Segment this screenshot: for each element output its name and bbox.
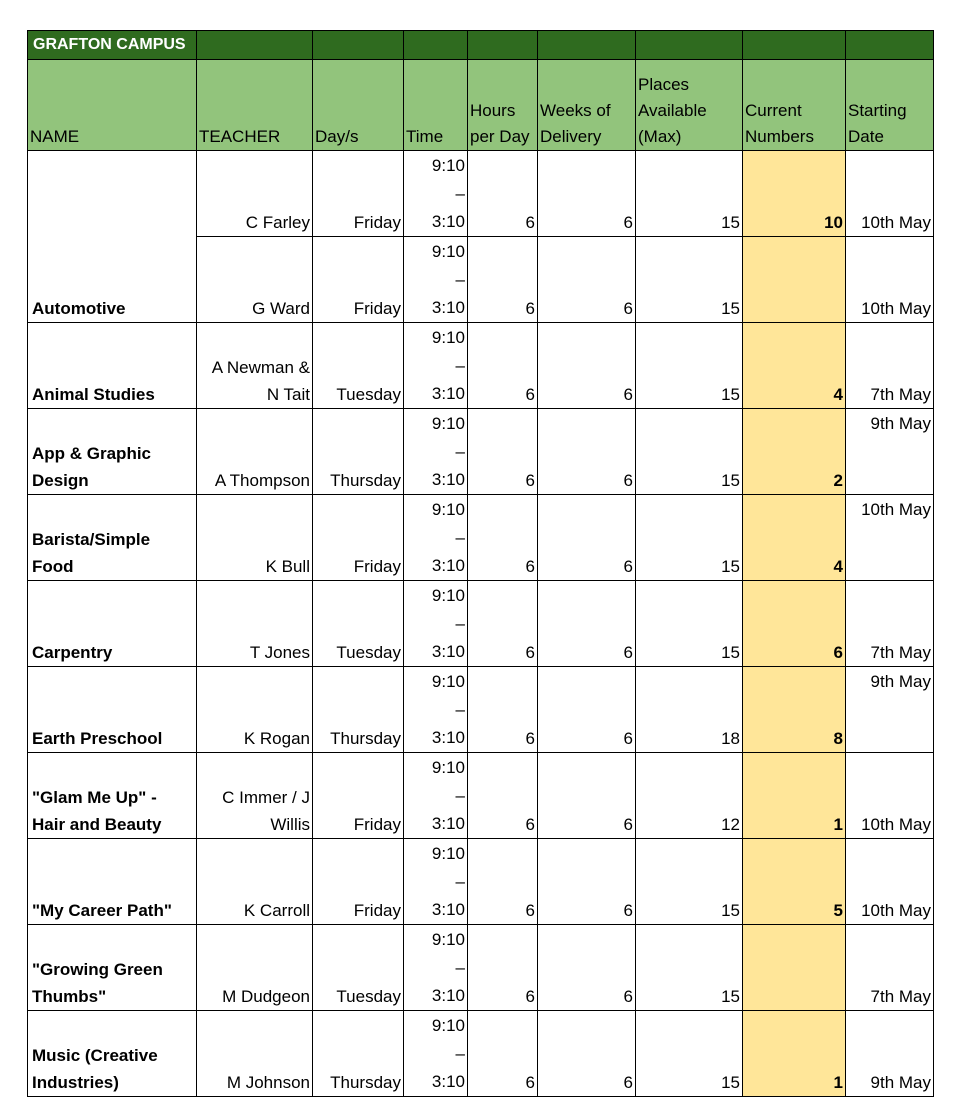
time-start: 9:10 [431,500,465,519]
day-cell: Thursday [313,1011,404,1097]
current-numbers-cell [743,237,846,323]
course-name: Barista/Simple Food [28,495,197,581]
header-weeks: Weeks of Delivery [538,60,636,151]
places-cell: 15 [636,839,743,925]
teacher-cell: C Immer / J Willis [197,753,313,839]
time-cell [404,667,468,753]
day-cell: Tuesday [313,323,404,409]
teacher-cell: M Dudgeon [197,925,313,1011]
places-cell: 15 [636,409,743,495]
weeks-cell: 6 [538,495,636,581]
time-cell [404,925,468,1011]
time-sep: – [455,1044,465,1063]
table-row [28,839,934,925]
course-name: Earth Preschool [28,667,197,753]
time-sep: – [455,872,465,891]
places-cell: 15 [636,1011,743,1097]
hours-cell: 6 [468,151,538,237]
teacher-cell: G Ward [197,237,313,323]
current-numbers-cell: 6 [743,581,846,667]
start-date-cell: 7th May [846,323,934,409]
time-cell [404,409,468,495]
start-date-cell: 10th May [846,151,934,237]
teacher-cell: A Newman & N Tait [197,323,313,409]
header-row [28,60,934,151]
table-row [28,925,934,1011]
time-end: 3:10 [431,298,465,317]
time-cell [404,495,468,581]
places-cell: 15 [636,151,743,237]
hours-cell: 6 [468,1011,538,1097]
table-row [28,667,934,753]
time-sep: – [455,528,465,547]
places-cell: 15 [636,237,743,323]
hours-cell: 6 [468,839,538,925]
hours-cell: 6 [468,925,538,1011]
day-cell: Friday [313,237,404,323]
time-end: 3:10 [431,1072,465,1091]
hours-cell: 6 [468,409,538,495]
day-cell: Friday [313,839,404,925]
time-cell [404,237,468,323]
time-start: 9:10 [431,930,465,949]
time-sep: – [455,356,465,375]
teacher-cell: A Thompson [197,409,313,495]
time-end: 3:10 [431,556,465,575]
course-name: "My Career Path" [28,839,197,925]
day-cell: Thursday [313,667,404,753]
time-sep: – [455,786,465,805]
time-cell [404,151,468,237]
time-start: 9:10 [431,758,465,777]
hours-cell: 6 [468,581,538,667]
places-cell: 15 [636,495,743,581]
hours-cell: 6 [468,753,538,839]
start-date-cell: 9th May [846,667,934,753]
current-numbers-cell: 2 [743,409,846,495]
table-row [28,323,934,409]
day-cell: Thursday [313,409,404,495]
course-name: Carpentry [28,581,197,667]
time-end: 3:10 [431,212,465,231]
places-cell: 15 [636,581,743,667]
teacher-cell: C Farley [197,151,313,237]
day-cell: Friday [313,753,404,839]
current-numbers-cell: 8 [743,667,846,753]
time-end: 3:10 [431,900,465,919]
course-name: Automotive [28,151,197,323]
table-row [28,753,934,839]
teacher-cell: M Johnson [197,1011,313,1097]
current-numbers-cell: 1 [743,1011,846,1097]
teacher-cell: K Rogan [197,667,313,753]
weeks-cell: 6 [538,581,636,667]
start-date-cell: 10th May [846,753,934,839]
time-cell [404,581,468,667]
header-name: NAME [28,60,197,151]
course-name: Animal Studies [28,323,197,409]
header-current: Current Numbers [743,60,846,151]
time-cell [404,753,468,839]
time-end: 3:10 [431,384,465,403]
time-end: 3:10 [431,642,465,661]
weeks-cell: 6 [538,237,636,323]
time-sep: – [455,442,465,461]
day-cell: Tuesday [313,925,404,1011]
time-end: 3:10 [431,986,465,1005]
time-sep: – [455,614,465,633]
time-start: 9:10 [431,414,465,433]
day-cell: Friday [313,151,404,237]
time-sep: – [455,184,465,203]
start-date-cell: 9th May [846,409,934,495]
teacher-cell: T Jones [197,581,313,667]
time-cell [404,839,468,925]
current-numbers-cell: 4 [743,495,846,581]
weeks-cell: 6 [538,925,636,1011]
weeks-cell: 6 [538,1011,636,1097]
day-cell: Tuesday [313,581,404,667]
time-sep: – [455,958,465,977]
time-start: 9:10 [431,328,465,347]
header-start: Starting Date [846,60,934,151]
time-start: 9:10 [431,672,465,691]
time-start: 9:10 [431,844,465,863]
time-sep: – [455,700,465,719]
time-start: 9:10 [431,586,465,605]
weeks-cell: 6 [538,839,636,925]
header-places: Places Available (Max) [636,60,743,151]
table-row [28,151,934,237]
course-name: "Growing Green Thumbs" [28,925,197,1011]
start-date-cell: 10th May [846,839,934,925]
teacher-cell: K Carroll [197,839,313,925]
hours-cell: 6 [468,237,538,323]
weeks-cell: 6 [538,667,636,753]
course-name: App & Graphic Design [28,409,197,495]
table-row [28,409,934,495]
table-row [28,581,934,667]
weeks-cell: 6 [538,323,636,409]
time-end: 3:10 [431,728,465,747]
course-name: Music (Creative Industries) [28,1011,197,1097]
places-cell: 15 [636,925,743,1011]
current-numbers-cell: 5 [743,839,846,925]
campus-title: GRAFTON CAMPUS [28,31,197,60]
start-date-cell: 10th May [846,495,934,581]
time-start: 9:10 [431,156,465,175]
time-cell [404,323,468,409]
places-cell: 12 [636,753,743,839]
places-cell: 15 [636,323,743,409]
header-time: Time [404,60,468,151]
weeks-cell: 6 [538,151,636,237]
start-date-cell: 7th May [846,581,934,667]
course-table [27,30,934,1097]
header-teacher: TEACHER [197,60,313,151]
start-date-cell: 7th May [846,925,934,1011]
time-sep: – [455,270,465,289]
time-start: 9:10 [431,242,465,261]
hours-cell: 6 [468,667,538,753]
time-end: 3:10 [431,814,465,833]
places-cell: 18 [636,667,743,753]
start-date-cell: 10th May [846,237,934,323]
header-days: Day/s [313,60,404,151]
hours-cell: 6 [468,323,538,409]
course-name: "Glam Me Up" - Hair and Beauty [28,753,197,839]
weeks-cell: 6 [538,753,636,839]
time-start: 9:10 [431,1016,465,1035]
start-date-cell: 9th May [846,1011,934,1097]
current-numbers-cell: 10 [743,151,846,237]
table-row [28,1011,934,1097]
header-hours: Hours per Day [468,60,538,151]
weeks-cell: 6 [538,409,636,495]
time-end: 3:10 [431,470,465,489]
day-cell: Friday [313,495,404,581]
title-row [28,31,934,60]
current-numbers-cell: 4 [743,323,846,409]
table-row [28,495,934,581]
current-numbers-cell [743,925,846,1011]
teacher-cell: K Bull [197,495,313,581]
hours-cell: 6 [468,495,538,581]
time-cell [404,1011,468,1097]
current-numbers-cell: 1 [743,753,846,839]
